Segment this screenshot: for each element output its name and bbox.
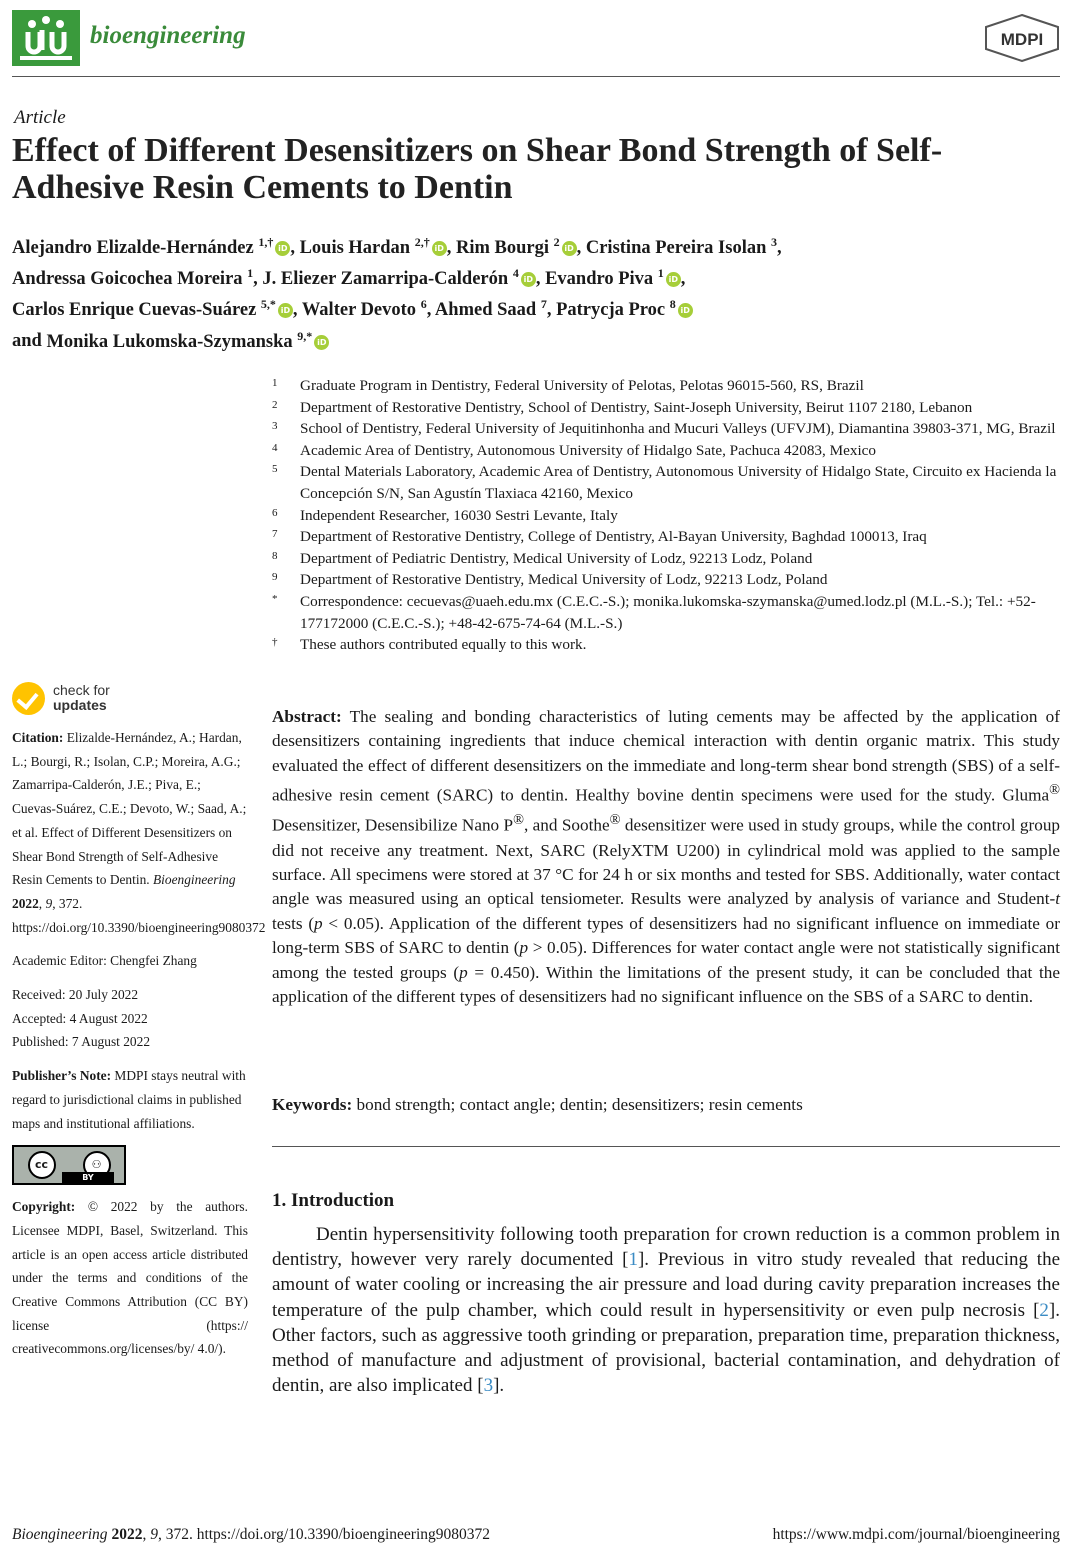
affiliation-item (272, 418, 1062, 440)
abstract-p: p (459, 962, 468, 982)
author-affiliation-mark: 9,* (297, 328, 313, 343)
affiliation-number: 7 (272, 528, 278, 541)
check-for-updates-badge[interactable] (12, 680, 248, 716)
published-date: Published: 7 August 2022 (12, 1034, 151, 1050)
abstract-t: t (1055, 889, 1060, 909)
intro-text-1: Dentin hypersensitivity following tooth preparation for crown reduction is a common problem in dentistry, however very rarely documented [ (272, 1224, 1060, 1271)
affiliation-text: Department of Restorative Dentistry, College of Dentistry, Al-Bayan University, Baghdad 100013, Iraq (300, 528, 927, 546)
orcid-icon[interactable]: iD (432, 241, 447, 256)
abstract-text-7: > 0.05). Differences for water contact angle were not statistically significant among the tested groups ( (272, 938, 1060, 982)
page-header (12, 10, 1060, 76)
keywords-text: bond strength; contact angle; dentin; desensitizers; resin cements (356, 1095, 803, 1114)
keywords-label: Keywords: (272, 1095, 353, 1114)
affiliation-number: 5 (272, 463, 278, 476)
author-name[interactable]: Monika Lukomska-Szymanska $^{9,*}$ iD (46, 332, 329, 352)
affiliation-text: Dental Materials Laboratory, Academic Area of Dentistry, Autonomous University of Hidalgo State, Circuito ex Hacienda la Concepción S/N, San Agustín Tlaxiaca 42160, Mexico (300, 463, 1057, 502)
affiliation-item (272, 591, 1062, 634)
affiliation-number: 8 (272, 549, 278, 562)
journal-name: bioengineering (90, 22, 246, 49)
intro-text-4: ]. (493, 1375, 505, 1397)
affiliation-item (272, 634, 1062, 656)
affiliation-text: Independent Researcher, 16030 Sestri Levante, Italy (300, 506, 618, 524)
received-date: Received: 20 July 2022 (12, 987, 139, 1003)
page-title: Effect of Different Desensitizers on Shear Bond Strength of Self-Adhesive Resin Cements to Dentin (12, 132, 943, 206)
affiliation-text: Academic Area of Dentistry, Autonomous University of Hidalgo Sate, Pachuca 42083, Mexico (300, 441, 877, 459)
keywords (272, 1093, 1060, 1117)
abstract-p: p (314, 913, 323, 933)
citation-link[interactable]: 3 (483, 1375, 494, 1397)
abstract-text-4: desensitizer were used in study groups, while the control group did not receive any treatment. Next, SARC (RelyXTM U200) in cylindrical mold was applied to the sample surface. All specimens were stored at 37 °C for 24 h or six months and tested for SBS. Additionally, water contact angle was measured using an optical tensiometer. Results were analyzed by analysis of variance and Student- (272, 816, 1061, 909)
affiliation-number: 3 (272, 420, 278, 433)
cc-by-label: BY (62, 1172, 114, 1183)
sidebar (12, 680, 266, 1371)
author-name[interactable]: J. Eliezer Zamarripa-Calderón $^4$ iD (262, 269, 535, 289)
citation-doi[interactable]: , 372. https://doi.org/10.3390/bioengineering9080372 (12, 895, 266, 935)
mdpi-logo (984, 14, 1060, 62)
affiliation-number: 9 (272, 571, 278, 584)
attribution-icon: ⚇ (83, 1151, 111, 1179)
orcid-icon[interactable]: iD (275, 241, 290, 256)
footer-journal-url[interactable]: https://www.mdpi.com/journal/bioengineering (772, 1526, 1060, 1543)
reg-mark: ® (1049, 782, 1060, 799)
affiliation-number: 4 (272, 441, 278, 454)
footer-journal: Bioengineering (12, 1526, 108, 1543)
citation-journal: Bioengineering (152, 872, 236, 888)
citation-volume: 9 (45, 895, 53, 911)
affiliation-number: † (272, 636, 278, 649)
journal-logo-icon (12, 10, 80, 66)
affiliation-item (272, 440, 1062, 462)
publisher-note-text: MDPI stays neutral with regard to jurisdictional claims in published maps and institutional affiliations. (12, 1068, 246, 1131)
affiliation-item (272, 375, 1062, 397)
footer-doi[interactable]: , 372. https://doi.org/10.3390/bioengineering9080372 (157, 1526, 491, 1543)
orcid-icon[interactable]: iD (562, 241, 577, 256)
author-affiliation-mark: 1,† (258, 235, 274, 249)
author-affiliation-mark: 5,* (260, 297, 276, 312)
author-name[interactable]: Cristina Pereira Isolan $^3$ (585, 235, 778, 259)
author-name[interactable]: Carlos Enrique Cuevas-Suárez $^{5,*}$ iD (12, 300, 293, 320)
citation-link[interactable]: 1 (628, 1249, 638, 1271)
footer-volume: 9 (150, 1526, 158, 1543)
copyright-block (12, 1195, 248, 1361)
affiliation-text: School of Dentistry, Federal University of Jequitinhonha and Mucuri Valleys (UFVJM), Diamantina 39803-371, MG, Brazil (300, 420, 1056, 438)
citation-link[interactable]: 2 (1039, 1299, 1049, 1321)
citation-block: Citation: Elizalde-Hernández, A.; Hardan, L.; Bourgi, R.; Isolan, C.P.; Moreira, A.G.; Zamarripa-Calderón, J.E.; Piva, E.; Cuevas-Suárez, C.E.; Devoto, W.; Saad, A.; et al. Effect of Different Desensitizers on Shear Bond Strength of Self-Adhesive Resin Cements to Dentin. Bioengineering 2022, 9, 372. https://doi.org/10.3390/bioengineering9080372 (12, 730, 266, 935)
orcid-icon[interactable]: iD (278, 303, 293, 318)
author-affiliation-mark: 6 (420, 297, 427, 312)
publisher-note (12, 1064, 248, 1135)
affiliation-number: 6 (272, 506, 278, 519)
author-affiliation-mark: 7 (540, 297, 547, 312)
affiliation-number: 1 (272, 377, 278, 389)
abstract-text-6: < 0.05). Application of the different types of desensitizers had no significant influence on immediate or long-term SBS of SARC to dentin ( (272, 913, 1060, 958)
abstract-p: p (519, 938, 529, 958)
author-name[interactable]: Andressa Goicochea Moreira $^1$ (12, 266, 254, 290)
section-heading-introduction: 1. Introduction (272, 1190, 395, 1211)
abstract-text-3: , and Soothe (523, 816, 610, 836)
author-and: and (12, 331, 47, 352)
copyright-text: © 2022 by the authors. Licensee MDPI, Basel, Switzerland. This article is an open access article distributed under the terms and conditions of the Creative Commons Attribution (CC BY) license (https:// creativecommons.org/licenses/by/ 4.0/). (12, 1199, 248, 1357)
intro-text-2: ]. Previous in vitro study revealed that reducing the amount of water cooling or increasing the air pressure and load during cavity preparation increases the temperature of the pulp chamber, which could result in hypersensitivity or even pulp necrosis [ (272, 1249, 1060, 1321)
check-icon (12, 682, 45, 715)
abstract-text-5: tests ( (272, 913, 315, 933)
author-affiliation-mark: 1 (247, 266, 254, 281)
affiliation-item (272, 461, 1062, 504)
introduction-paragraph (272, 1222, 1060, 1398)
affiliation-text: Department of Pediatric Dentistry, Medical University of Lodz, 92213 Lodz, Poland (300, 549, 813, 567)
affiliation-item (272, 397, 1062, 419)
citation-label: Citation: (12, 730, 64, 745)
affiliation-list (272, 375, 1062, 656)
check-line-2: updates (53, 697, 107, 713)
article-type: Article (14, 107, 66, 128)
cc-icon: cc (28, 1151, 56, 1179)
academic-editor: Academic Editor: Chengfei Zhang (12, 953, 197, 969)
author-list: Alejandro Elizalde-Hernández $^{1,\dagger}$ iD , Louis Hardan $^{2,\dagger}$ iD , Rim Bourgi $^2$ iD , Cristina Pereira Isolan $^3$, Andressa Goicochea Moreira $^1$, J. Eliezer Zamarripa-Calderón $^4$ iD , Evandro Piva $^1$ iD , Carlos Enrique Cuevas-Suárez $^{5,*}$ iD , Walter Devoto $^6$, Ahmed Saad $^7$, Patrycja Proc $^8$ iD and Monika Lukomska-Szymanska $^{9,*}$ iD (12, 235, 782, 352)
publisher-note-label: Publisher’s Note: (12, 1068, 112, 1084)
affiliation-text: Correspondence: cecuevas@uaeh.edu.mx (C.E.C.-S.); monika.lukomska-szymanska@umed.lodz.pl (M.L.-S.); Tel.: +52-177172000 (C.E.C.-S.); +48-42-675-74-64 (M.L.-S.) (300, 592, 1036, 632)
affiliation-item (272, 569, 1062, 591)
copyright-label: Copyright: (12, 1199, 76, 1215)
mdpi-logo-text: MDPI (1000, 30, 1044, 49)
author-affiliation-mark: 4 (512, 266, 519, 281)
author-name[interactable]: Evandro Piva $^1$ iD (545, 269, 681, 289)
author-affiliation-mark: 8 (669, 297, 676, 312)
section-divider (272, 1146, 1060, 1147)
orcid-icon[interactable]: iD (678, 303, 693, 318)
affiliation-text: These authors contributed equally to this work. (300, 636, 587, 654)
author-name[interactable]: Walter Devoto $^6$ (301, 297, 427, 321)
orcid-icon[interactable]: iD (666, 272, 681, 287)
abstract-label: Abstract: (272, 707, 342, 726)
footer-year: 2022 (111, 1526, 143, 1543)
author-affiliation-mark: 1 (657, 266, 664, 281)
affiliation-number: * (272, 592, 278, 605)
orcid-icon[interactable]: iD (314, 335, 329, 350)
affiliation-item (272, 526, 1062, 548)
affiliation-item (272, 505, 1062, 527)
author-affiliation-mark: 2 (553, 235, 560, 249)
dates-block (12, 983, 248, 1054)
author-name[interactable]: Rim Bourgi $^2$ iD (456, 238, 577, 258)
check-line-1: check for (53, 682, 110, 698)
reg-mark: ® (609, 812, 621, 829)
abstract-text-2: Desensitizer, Desensibilize Nano P (272, 816, 514, 836)
affiliation-text: Graduate Program in Dentistry, Federal University of Pelotas, Pelotas 96015-560, RS, Brazil (300, 377, 864, 394)
author-name[interactable]: Louis Hardan $^{2,\dagger}$ iD (300, 238, 447, 258)
author-affiliation-mark: 2,† (414, 235, 430, 249)
cc-license-badge[interactable] (12, 1145, 126, 1185)
orcid-icon[interactable]: iD (521, 272, 536, 287)
intro-text-3: ]. Other factors, such as aggressive tooth grinding or preparation, preparation time, preparation thickness, method of manufacture and adjustment of provisional, bacterial contamination, and dehydration of dentin, are also implicated [ (272, 1299, 1060, 1397)
affiliation-number: 2 (272, 398, 278, 411)
citation-text: Elizalde-Hernández, A.; Hardan, L.; Bourgi, R.; Isolan, C.P.; Moreira, A.G.; Zamarripa-Calderón, J.E.; Piva, E.; Cuevas-Suárez, C.E.; Devoto, W.; Saad, A.; et al. Effect of Different Desensitizers on Shear Bond Strength of Self-Adhesive Resin Cements to Dentin. (12, 730, 247, 888)
journal-logo (12, 10, 80, 66)
author-name[interactable]: Alejandro Elizalde-Hernández $^{1,\dagger}$ iD (12, 238, 290, 258)
citation-year: 2022 (12, 895, 39, 911)
affiliation-text: Department of Restorative Dentistry, School of Dentistry, Saint-Joseph University, Beirut 1107 2180, Lebanon (300, 398, 973, 416)
author-affiliation-mark: 3 (771, 235, 778, 249)
accepted-date: Accepted: 4 August 2022 (12, 1010, 148, 1026)
affiliation-item (272, 548, 1062, 570)
author-name[interactable]: Patrycja Proc $^8$ iD (556, 300, 693, 320)
footer-citation: Bioengineering 2022, 9, 372. https://doi.org/10.3390/bioengineering9080372 (12, 1526, 491, 1543)
abstract-text-1: The sealing and bonding characteristics of luting cements may be affected by the application of desensitizers containing ingredients that induce chemical interaction with dentin organic matrix. This study evaluated the effect of different desensitizers on the immediate and long-term shear bond strength (SBS) of a self-adhesive resin cement (SARC) to dentin. Healthy bovine dentin specimens were used for the study. Gluma (272, 707, 1060, 805)
abstract-text-8: = 0.450). Within the limitations of the present study, it can be concluded that the application of the different types of desensitizers had no significant influence on the SBS of a SARC to dentin. (272, 962, 1060, 1006)
author-name[interactable]: Ahmed Saad $^7$ (434, 297, 547, 321)
check-for-updates-text (53, 683, 110, 713)
abstract (272, 705, 1060, 1009)
reg-mark: ® (513, 812, 524, 829)
header-divider (12, 76, 1060, 77)
affiliation-text: Department of Restorative Dentistry, Medical University of Lodz, 92213 Lodz, Poland (300, 571, 828, 589)
